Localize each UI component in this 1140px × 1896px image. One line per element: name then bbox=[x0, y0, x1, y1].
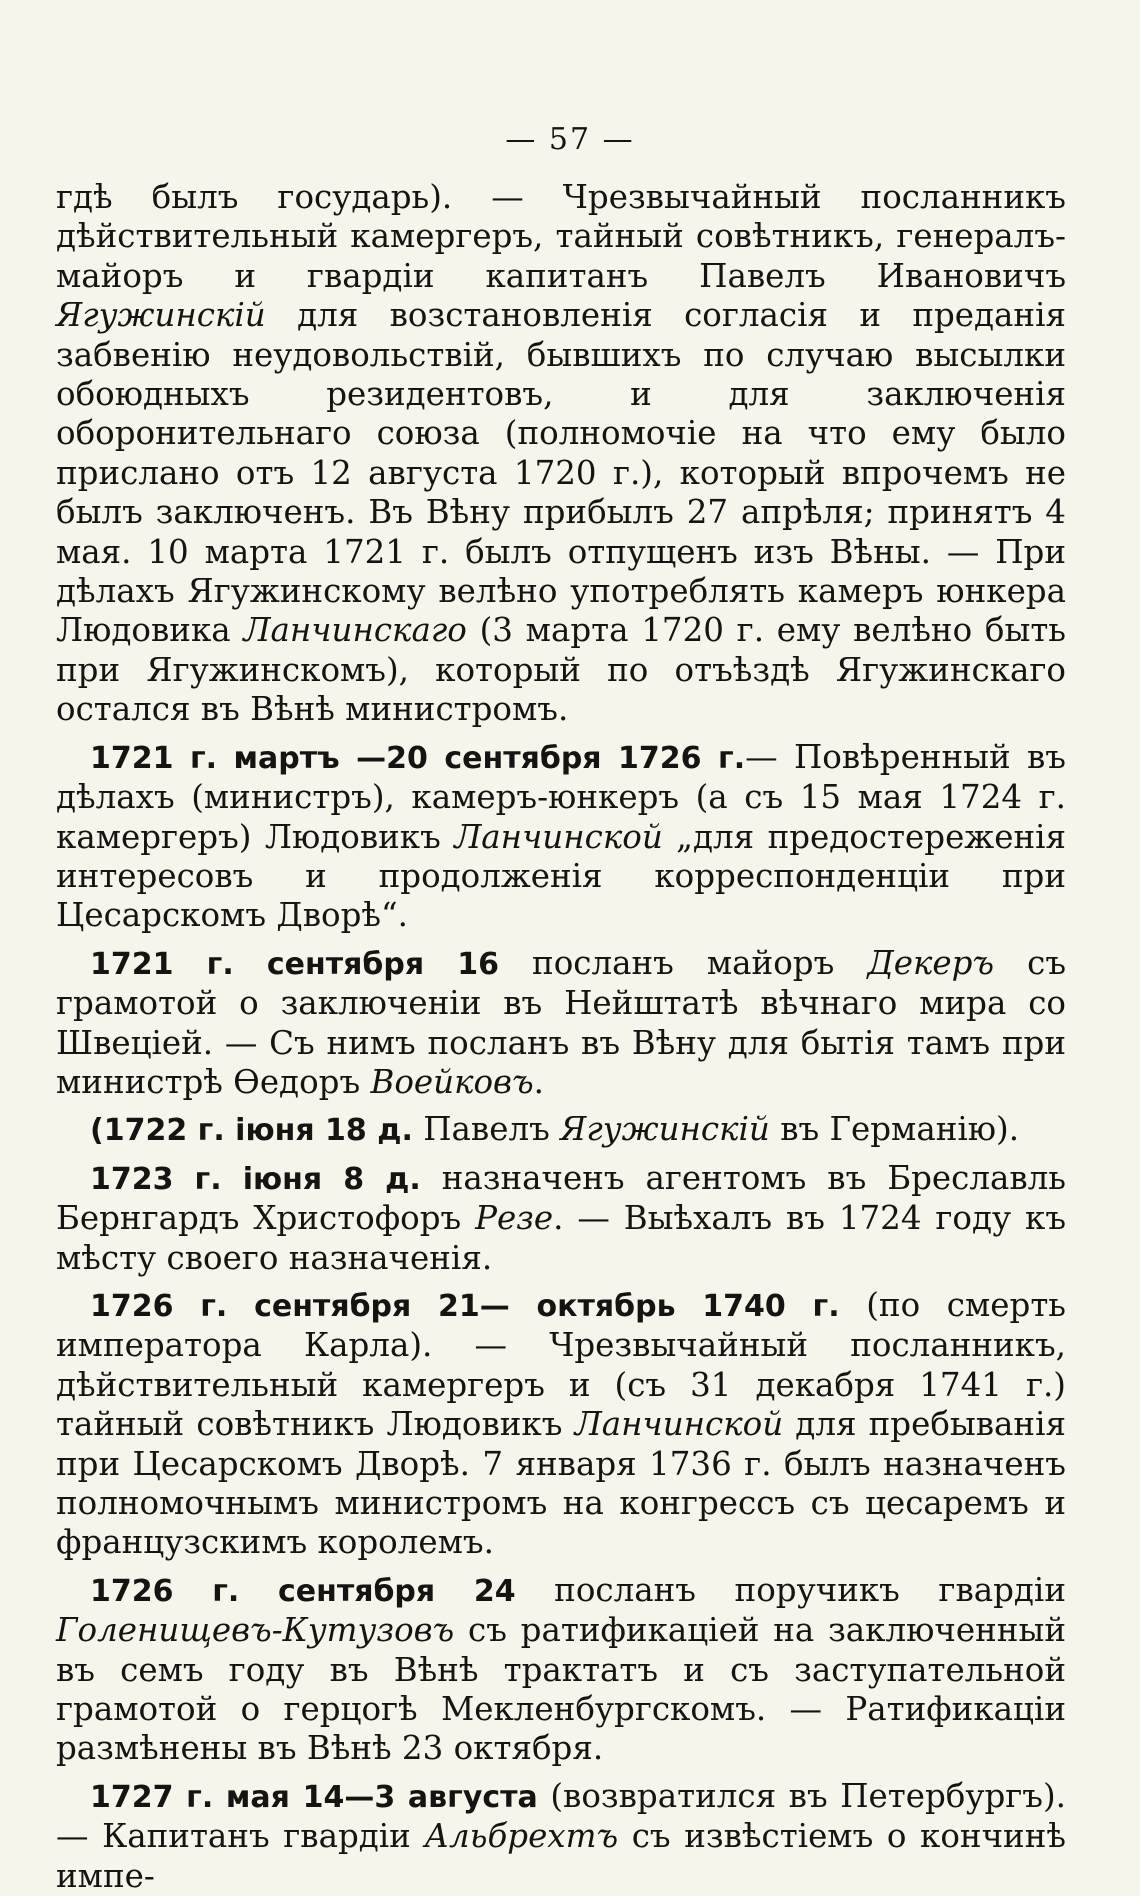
text-run: . bbox=[533, 1062, 544, 1101]
entry-date: (1722 г. іюня 18 д. bbox=[90, 1113, 413, 1149]
person-name: Ланчинской bbox=[574, 1405, 784, 1444]
text-run: въ Германію). bbox=[769, 1110, 1020, 1149]
text-run: Павелъ bbox=[412, 1110, 561, 1149]
paragraph-p6 bbox=[56, 1571, 1066, 1769]
entry-date: 1721 г. мартъ —20 сентября 1726 г. bbox=[90, 740, 746, 776]
person-name: Ланчинской bbox=[454, 817, 663, 856]
entry-date: 1727 г. мая 14—3 августа bbox=[90, 1779, 538, 1815]
entry-date: 1726 г. сентября 24 bbox=[90, 1573, 516, 1609]
text-run: посланъ майоръ bbox=[499, 943, 868, 982]
text-run: съ ратификаціей на заключенный въ семъ году въ Вѣнѣ трактатъ и съ заступательной грамотой о герцогѣ Мекленбургскомъ. — Ратификаціи размѣнены въ Вѣнѣ 23 октября. bbox=[56, 1611, 1066, 1768]
person-name: Голенищевъ-Кутузовъ bbox=[56, 1611, 455, 1650]
page-number: — 57 — bbox=[505, 122, 635, 157]
paragraph-p5 bbox=[56, 1286, 1066, 1563]
text-run: съ извѣстіемъ о кончинѣ импе- bbox=[56, 1817, 1066, 1895]
text-run: „для предостереженія интересовъ и продолженія корреспонденціи при Цесарскомъ Дворѣ“. bbox=[56, 817, 1066, 935]
text-run: для пребыванія при Цесарскомъ Дворѣ. 7 января 1736 г. былъ назначенъ полномочнымъ министромъ на конгрессъ съ цесаремъ и французскимъ королемъ. bbox=[56, 1405, 1066, 1562]
entry-date: 1726 г. сентября 21— октябрь 1740 г. bbox=[90, 1288, 840, 1324]
paragraph-p7 bbox=[56, 1777, 1066, 1896]
paragraph-p2 bbox=[56, 944, 1066, 1103]
text-run: для возстановленія согласія и преданія забвенію неудовольствій, бывшихъ по случаю высылки обоюдныхъ резидентовъ, и для заключенія оборонительнаго союза (полномочіе на что ему было прислано отъ 12 августа 1720 г.), который впрочемъ не былъ заключенъ. Въ Вѣну прибылъ 27 апрѣля; принятъ 4 мая. 10 марта 1721 г. былъ отпущенъ изъ Вѣны. — При дѣлахъ Ягужинскому велѣно употреблять камеръ юнкера Людовика bbox=[56, 296, 1066, 650]
text-run: назначенъ агентомъ въ Бреславль Бернгардъ Христофоръ bbox=[56, 1158, 1066, 1238]
text-run: (по смерть императора Карла). — Чрезвычайный посланникъ, дѣйствительный камергеръ и (съ 31 декабря 1741 г.) тайный совѣтникъ Людовикъ bbox=[56, 1285, 1066, 1444]
person-name: Ланчинскаго bbox=[243, 611, 467, 650]
text-run: (возвратился въ Петербургъ). — Капитанъ гвардіи bbox=[56, 1776, 1066, 1856]
person-name: Резе bbox=[475, 1199, 554, 1238]
person-name: Альбрехтъ bbox=[424, 1817, 619, 1856]
body-text bbox=[56, 178, 1066, 1896]
person-name: Воейковъ bbox=[370, 1062, 534, 1101]
text-run: (3 марта 1720 г. ему велѣно быть при Ягужинскомъ), который по отъѣздѣ Ягужинскаго остался въ Вѣнѣ министромъ. bbox=[56, 611, 1066, 729]
paragraph-p0 bbox=[56, 178, 1066, 730]
text-run: посланъ поручикъ гвардіи bbox=[515, 1570, 1066, 1609]
entry-date: 1723 г. іюня 8 д. bbox=[90, 1161, 421, 1197]
paragraph-p4 bbox=[56, 1159, 1066, 1278]
text-run: . — Выѣхалъ въ 1724 году къ мѣсту своего назначенія. bbox=[56, 1199, 1066, 1277]
text-run: — Повѣренный въ дѣлахъ (министръ), камеръ-юнкеръ (а съ 15 мая 1724 г. камергеръ) Людовикъ bbox=[56, 737, 1066, 856]
entry-date: 1721 г. сентября 16 bbox=[90, 946, 499, 982]
paragraph-p1 bbox=[56, 738, 1066, 936]
text-run: гдѣ былъ государь). — Чрезвычайный посланникъ дѣйствительный камергеръ, тайный совѣтникъ, генералъ-майоръ и гвардіи капитанъ Павелъ Ивановичъ bbox=[56, 178, 1066, 295]
paragraph-p3 bbox=[56, 1110, 1066, 1150]
person-name: Декеръ bbox=[867, 943, 995, 982]
text-run: съ грамотой о заключеніи въ Нейштатѣ вѣчнаго мира со Швеціей. — Съ нимъ посланъ въ Вѣну для бытія тамъ при министрѣ Ѳедоръ bbox=[56, 943, 1067, 1101]
person-name: Ягужинскій bbox=[560, 1110, 770, 1149]
person-name: Ягужинскій bbox=[56, 296, 266, 335]
